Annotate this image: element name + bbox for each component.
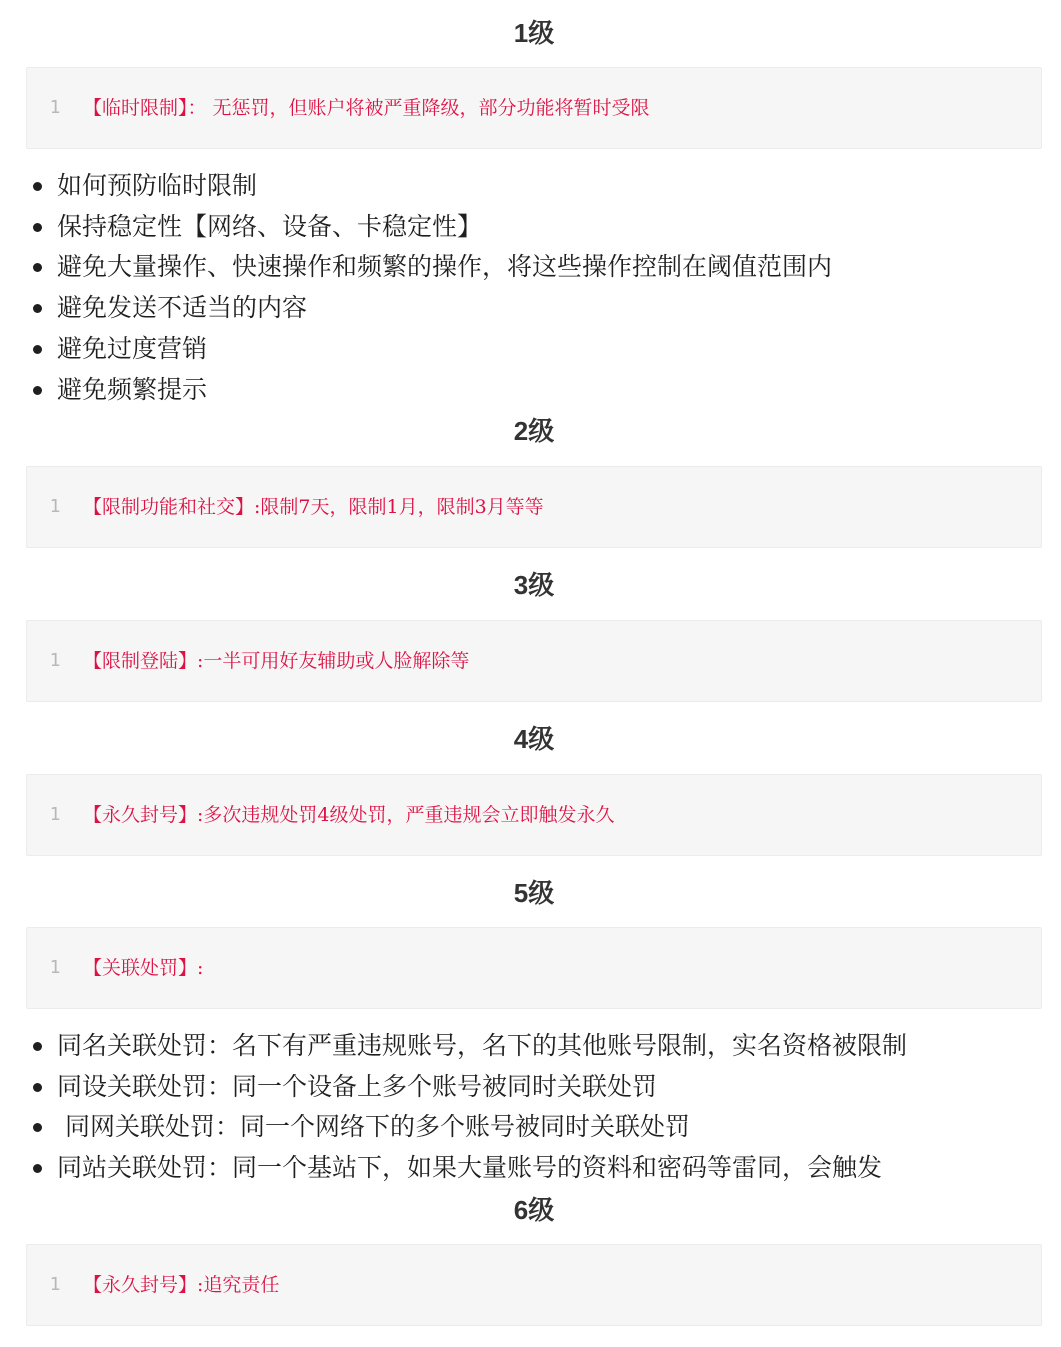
code-block-level-5 — [26, 927, 1042, 1009]
list-item — [26, 247, 1026, 288]
bullet-icon — [33, 263, 42, 272]
list-item — [26, 207, 1026, 248]
list-item — [26, 166, 1026, 207]
list-item-text: 同设关联处罚：同一个设备上多个账号被同时关联处罚 — [57, 1071, 658, 1101]
list-item-text: 同网关联处罚：同一个网络下的多个账号被同时关联处罚 — [57, 1112, 690, 1142]
code-block-level-3 — [26, 620, 1042, 702]
list-item-text: 避免发送不适当的内容 — [57, 293, 308, 323]
bullet-icon — [33, 182, 42, 191]
list-item-text: 同站关联处罚：同一个基站下，如果大量账号的资料和密码等雷同，会触发 — [57, 1153, 883, 1183]
list-item-text: 避免大量操作、快速操作和频繁的操作，将这些操作控制在阈值范围内 — [57, 252, 833, 282]
line-number: 1 — [49, 804, 61, 825]
bullet-icon — [33, 1083, 42, 1092]
list-item-text: 保持稳定性【网络、设备、卡稳定性】 — [57, 211, 483, 241]
bullet-icon — [33, 386, 42, 395]
bullet-icon — [33, 304, 42, 313]
line-number: 1 — [49, 650, 61, 671]
code-block-level-6 — [26, 1244, 1042, 1326]
list-item — [26, 1148, 1026, 1189]
prevention-list — [26, 166, 1026, 410]
association-penalty-list — [26, 1026, 1026, 1189]
line-number: 1 — [49, 97, 61, 118]
code-text: 【临时限制】： 无惩罚，但账户将被严重降级，部分功能将暂时受限 — [83, 97, 650, 119]
section-heading-level-3: 3级 — [513, 570, 555, 600]
bullet-icon — [33, 223, 42, 232]
section-heading-level-4: 4级 — [513, 724, 555, 754]
list-item-text: 避免过度营销 — [57, 333, 208, 363]
code-text: 【关联处罚】: — [83, 957, 204, 979]
bullet-icon — [33, 345, 42, 354]
code-text: 【限制功能和社交】:限制7天，限制1月，限制3月等等 — [83, 496, 544, 518]
list-item — [26, 288, 1026, 329]
code-text: 【限制登陆】:一半可用好友辅助或人脸解除等 — [83, 650, 470, 672]
bullet-icon — [33, 1123, 42, 1132]
bullet-icon — [33, 1164, 42, 1173]
line-number: 1 — [49, 496, 61, 517]
section-heading-level-5: 5级 — [513, 878, 555, 908]
section-heading-level-2: 2级 — [513, 416, 555, 446]
list-item-text: 避免频繁提示 — [57, 374, 208, 404]
list-item-text: 如何预防临时限制 — [57, 171, 258, 200]
bullet-icon — [33, 1042, 42, 1051]
list-item — [26, 370, 1026, 411]
code-text: 【永久封号】:追究责任 — [83, 1274, 280, 1296]
list-item — [26, 1067, 1026, 1108]
list-item — [26, 1107, 1026, 1148]
code-block-level-4 — [26, 774, 1042, 856]
line-number: 1 — [49, 957, 61, 978]
section-heading-level-1: 1级 — [513, 18, 555, 48]
list-item-text: 同名关联处罚：名下有严重违规账号，名下的其他账号限制，实名资格被限制 — [57, 1031, 908, 1060]
code-block-level-1 — [26, 67, 1042, 149]
code-block-level-2 — [26, 466, 1042, 548]
list-item — [26, 329, 1026, 370]
code-text: 【永久封号】:多次违规处罚4级处罚，严重违规会立即触发永久 — [83, 804, 615, 826]
section-heading-level-6: 6级 — [513, 1195, 555, 1225]
list-item — [26, 1026, 1026, 1067]
line-number: 1 — [49, 1274, 61, 1295]
